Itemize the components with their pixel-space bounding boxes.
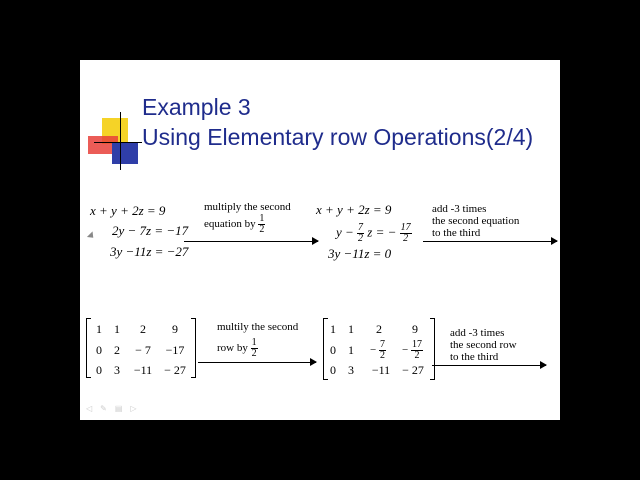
matrix2-frac-b-den: 2 bbox=[414, 350, 420, 361]
op1-frac-num: 1 bbox=[259, 213, 265, 224]
matrix2-cell-frac-b bbox=[402, 340, 423, 361]
system2-eq3: 3y −11z = 0 bbox=[328, 246, 392, 261]
matrix1-cell: 3 bbox=[114, 363, 120, 377]
op4-line2: the second row bbox=[450, 339, 517, 351]
op2-line2: the second equation bbox=[432, 215, 520, 227]
matrix2-cell: 1 bbox=[348, 343, 354, 357]
op3-text: row by bbox=[217, 342, 248, 355]
matrix2-cell: −11 bbox=[371, 363, 391, 377]
deco-vertical-line bbox=[120, 112, 121, 170]
op1-text: equation by bbox=[204, 218, 256, 231]
op1-arrow bbox=[184, 241, 318, 242]
matrix2-frac-b bbox=[411, 340, 423, 361]
matrix2-cell: 1 bbox=[348, 322, 354, 336]
op3-frac-num: 1 bbox=[251, 337, 257, 348]
deco-horizontal-line bbox=[94, 142, 142, 143]
matrix2-frac-a-num: 7 bbox=[379, 339, 385, 350]
mouse-cursor-icon bbox=[87, 231, 96, 240]
matrix1-cell: −11 bbox=[133, 363, 153, 377]
slide bbox=[80, 60, 560, 420]
op1-fraction bbox=[258, 214, 265, 235]
matrix1-cell: 1 bbox=[96, 322, 102, 336]
matrix1-cell: − 7 bbox=[135, 343, 151, 357]
matrix2-minus-a: − bbox=[370, 344, 377, 357]
matrix2-cell: 2 bbox=[376, 322, 382, 336]
matrix1-cell: 2 bbox=[114, 343, 120, 357]
matrix1-cell: 0 bbox=[96, 343, 102, 357]
matrix2-frac-a-den: 2 bbox=[379, 350, 385, 361]
op3-line2 bbox=[217, 338, 258, 359]
op4-arrow bbox=[432, 365, 546, 366]
system2-eq2 bbox=[336, 223, 412, 244]
system2-frac2-den: 2 bbox=[403, 233, 409, 244]
matrix1-cell: 2 bbox=[140, 322, 146, 336]
op2-arrow bbox=[423, 241, 557, 242]
matrix2-minus-b: − bbox=[402, 344, 409, 357]
title-line-2: Using Elementary row Operations(2/4) bbox=[142, 124, 534, 150]
system2-frac1-den: 2 bbox=[358, 233, 364, 244]
matrix2-cell-frac-a bbox=[370, 340, 386, 361]
system1-eq1: x + y + 2z = 9 bbox=[90, 203, 166, 218]
matrix2-cell: 1 bbox=[330, 322, 336, 336]
matrix1-cell: 0 bbox=[96, 363, 102, 377]
matrix2-cell: 9 bbox=[412, 322, 418, 336]
matrix2-cell: − 27 bbox=[402, 363, 424, 377]
matrix1-cell: −17 bbox=[165, 343, 185, 357]
deco-blue-square bbox=[112, 142, 138, 164]
op2-line1: add -3 times bbox=[432, 203, 487, 215]
title-line-1: Example 3 bbox=[142, 94, 251, 120]
op4-line1: add -3 times bbox=[450, 327, 505, 339]
system2-frac2-num: 17 bbox=[400, 222, 411, 233]
op4-line3: to the third bbox=[450, 351, 499, 363]
system2-eq2-frac2 bbox=[400, 223, 412, 244]
op3-fraction bbox=[251, 338, 258, 359]
system1-eq2: 2y − 7z = −17 bbox=[112, 223, 189, 238]
op3-frac-den: 2 bbox=[251, 348, 257, 359]
system2-eq2-frac1 bbox=[357, 223, 364, 244]
matrix2-cell: 0 bbox=[330, 363, 336, 377]
op3-arrow bbox=[198, 362, 316, 363]
system2-frac1-num: 7 bbox=[358, 222, 364, 233]
matrix2-cell: 0 bbox=[330, 343, 336, 357]
matrix1-cell: 1 bbox=[114, 322, 120, 336]
op2-line3: to the third bbox=[432, 227, 481, 239]
op3-line1: multily the second bbox=[217, 321, 299, 333]
matrix2-frac-b-num: 17 bbox=[411, 339, 422, 350]
matrix2-cell: 3 bbox=[348, 363, 354, 377]
system2-eq2-left: y − bbox=[336, 224, 354, 240]
op1-line2 bbox=[204, 214, 265, 235]
op1-line1: multiply the second bbox=[204, 201, 291, 213]
system1-eq3: 3y −11z = −27 bbox=[110, 244, 189, 259]
matrix1-cell: 9 bbox=[172, 322, 178, 336]
slide-toolbar-icons[interactable]: ◁ ✎ ▤ ▷ bbox=[86, 404, 140, 413]
matrix1-cell: − 27 bbox=[164, 363, 186, 377]
op1-frac-den: 2 bbox=[259, 224, 265, 235]
system2-eq2-mid: z = − bbox=[367, 224, 397, 240]
matrix2-frac-a bbox=[379, 340, 386, 361]
system2-eq1: x + y + 2z = 9 bbox=[316, 202, 392, 217]
